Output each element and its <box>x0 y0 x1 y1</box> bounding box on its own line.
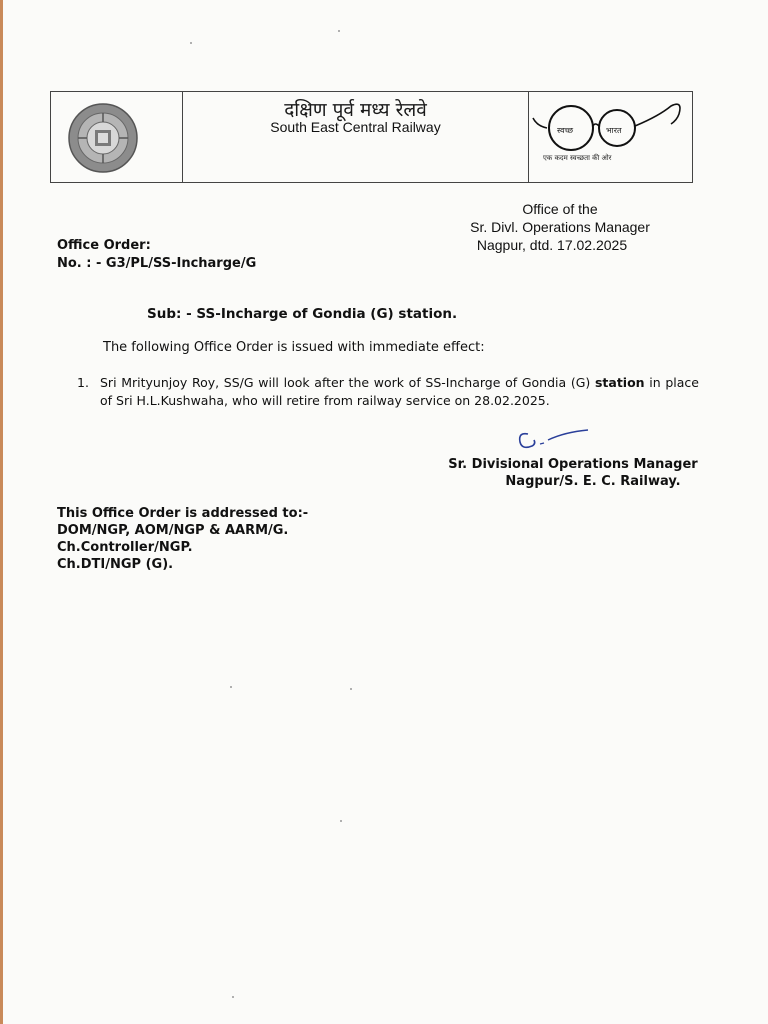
handwritten-signature <box>510 422 600 458</box>
scan-speck <box>338 30 340 32</box>
letterhead-title-cell <box>183 92 529 182</box>
scan-speck <box>230 686 232 688</box>
order-number: No. : - G3/PL/SS-Incharge/G <box>57 256 257 271</box>
railway-seal-icon <box>67 102 139 174</box>
scan-speck <box>350 688 352 690</box>
order-heading <box>57 237 256 273</box>
swachh-bharat-glasses-icon <box>529 96 692 178</box>
signatory-location: Nagpur/S. E. C. Railway. <box>505 474 681 489</box>
office-line-2: Sr. Divl. Operations Manager <box>470 219 650 235</box>
letterhead-left-cell <box>51 92 183 182</box>
signatory-block <box>420 456 710 490</box>
recipient-item: Ch.DTI/NGP (G). <box>57 557 174 572</box>
letterhead <box>50 91 693 183</box>
office-date-line: Nagpur, dtd. 17.02.2025 <box>476 237 628 253</box>
english-title: South East Central Railway <box>270 119 441 135</box>
scan-speck <box>232 996 234 998</box>
order-point <box>77 374 699 409</box>
scan-speck <box>190 42 192 44</box>
office-address <box>420 200 700 254</box>
office-line-1: Office of the <box>522 201 598 217</box>
point-text-after: in place of Sri H.L.Kushwaha, who will retire from railway service on 28.02.2025. <box>100 375 699 408</box>
point-text <box>100 374 699 409</box>
distribution-list <box>57 505 308 573</box>
distribution-heading: This Office Order is addressed to:- <box>57 506 309 521</box>
hindi-title: दक्षिण पूर्व मध्य रेलवे <box>284 99 427 121</box>
swachh-word: स्वच्छ <box>557 126 574 135</box>
bharat-word: भारत <box>606 126 622 135</box>
recipient-item: Ch.Controller/NGP. <box>57 540 193 555</box>
point-number: 1. <box>77 375 89 390</box>
scan-speck <box>340 820 342 822</box>
swachh-tagline: एक कदम स्वच्छता की ओर <box>543 154 612 162</box>
recipient-item: DOM/NGP, AOM/NGP & AARM/G. <box>57 523 289 538</box>
point-text-before: Sri Mrityunjoy Roy, SS/G will look after the work of SS-Incharge of Gondia (G) <box>100 375 595 390</box>
subject-line: Sub: - SS-Incharge of Gondia (G) station. <box>147 306 458 322</box>
order-label: Office Order: <box>57 238 151 253</box>
letterhead-right-cell <box>529 92 692 182</box>
intro-text: The following Office Order is issued with immediate effect: <box>103 340 485 355</box>
page-edge <box>0 0 3 1024</box>
point-text-bold: station <box>594 375 645 390</box>
signatory-title: Sr. Divisional Operations Manager <box>448 457 698 472</box>
